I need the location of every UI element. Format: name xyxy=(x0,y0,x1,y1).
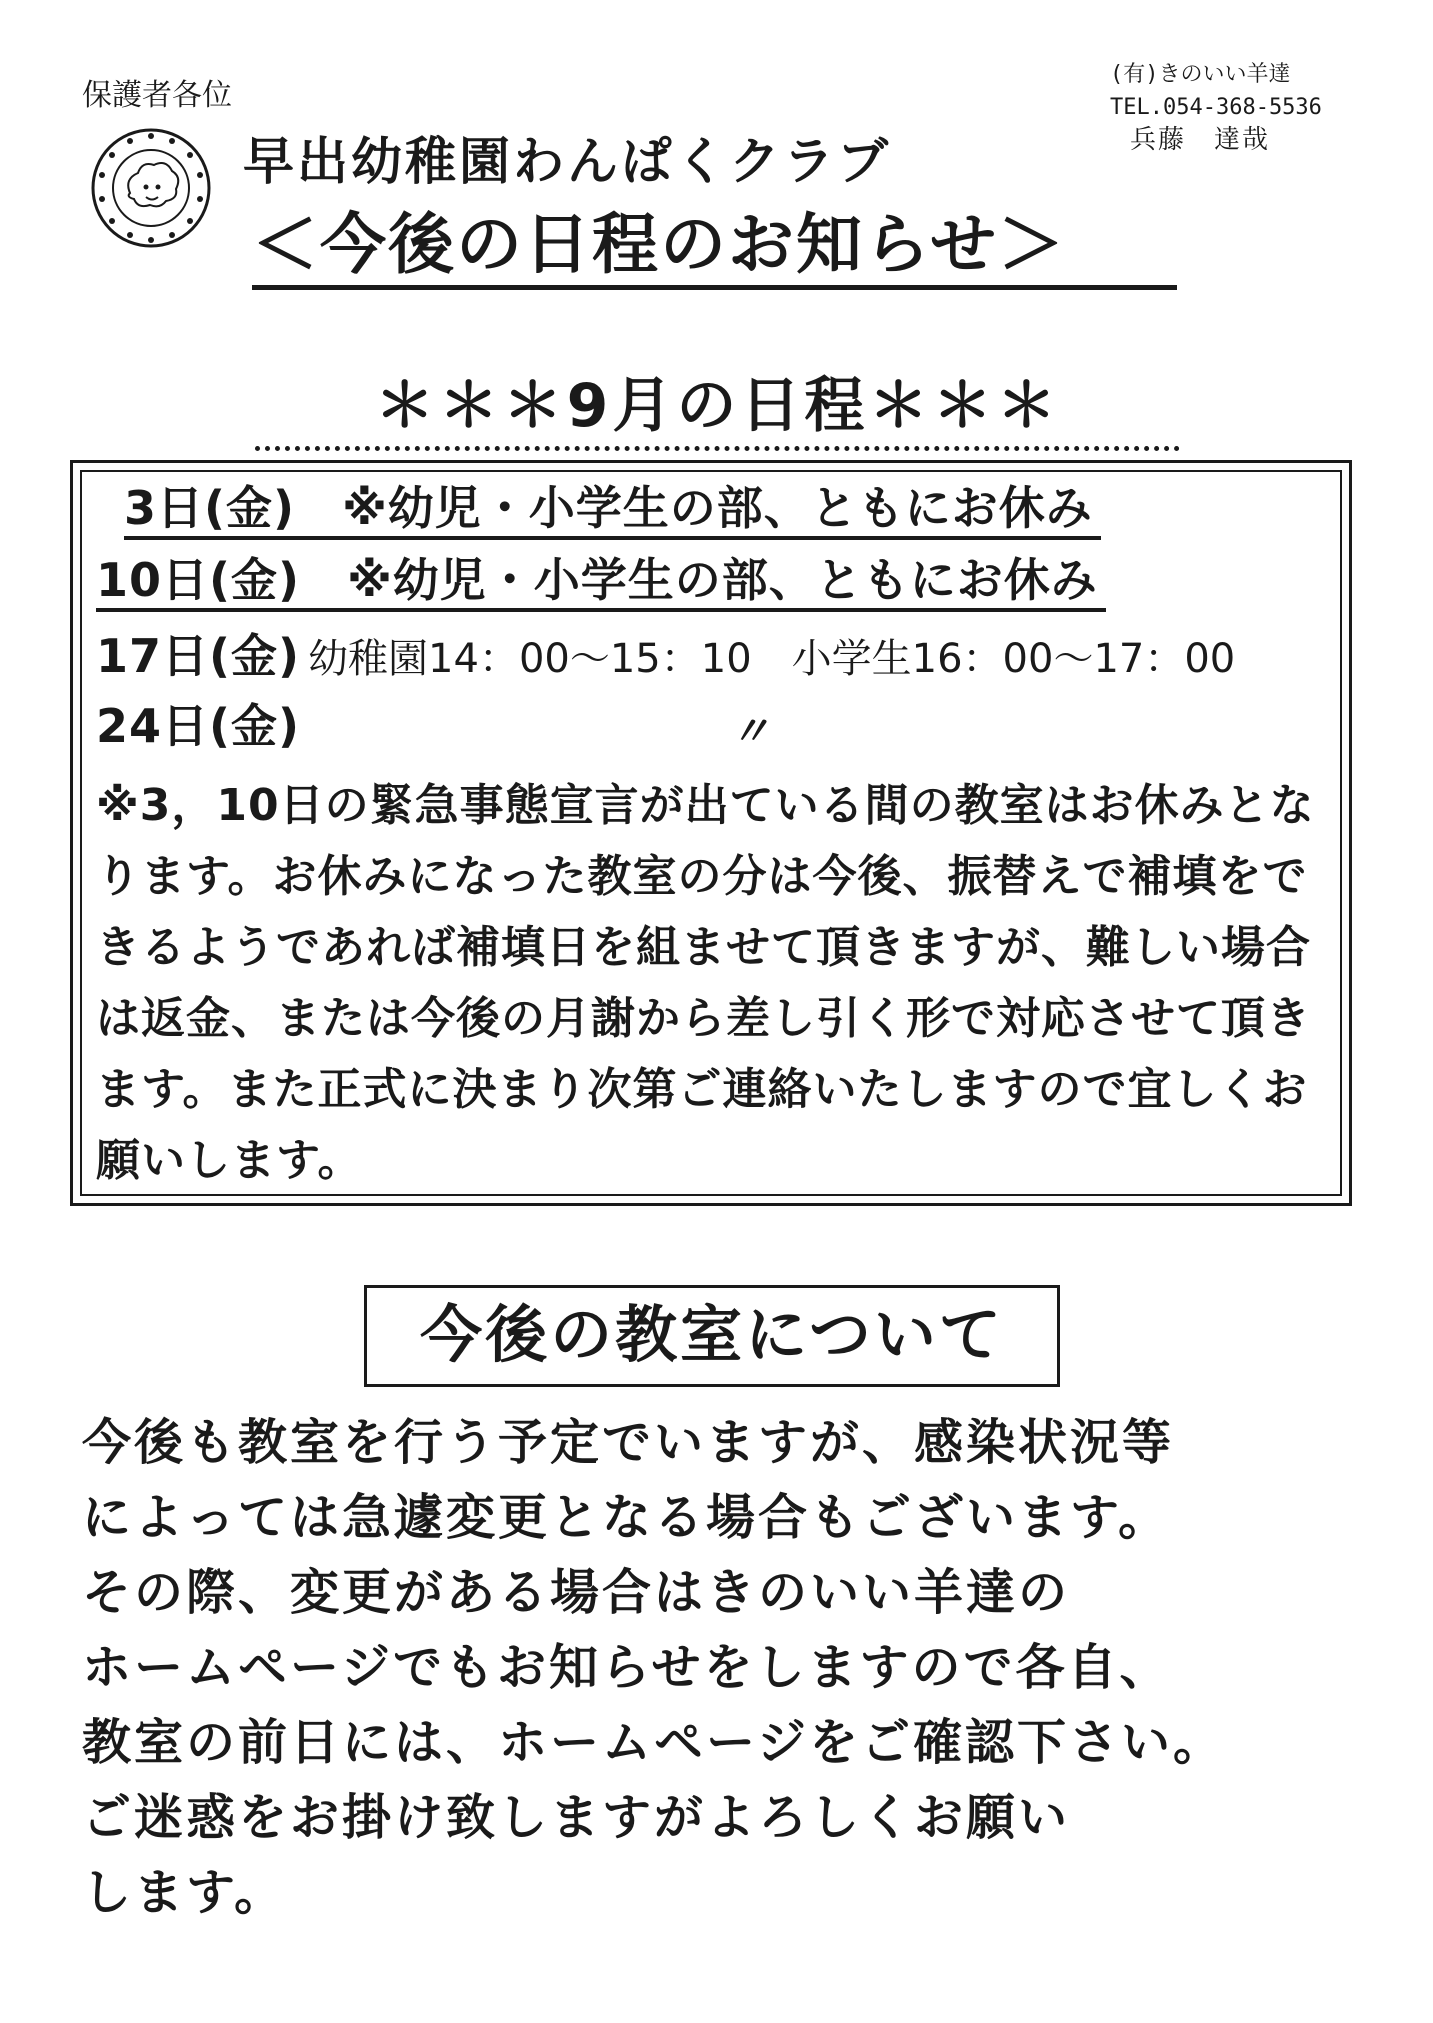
notice-title: ＜今後の日程のお知らせ＞ xyxy=(252,205,1177,290)
company-name: (有)きのいい羊達 xyxy=(1110,62,1291,87)
body-line: 教室の前日には、ホームページをご確認下さい。 xyxy=(82,1714,1226,1771)
schedule-row xyxy=(96,628,1235,687)
sheep-logo-seal-icon xyxy=(90,127,212,249)
body-line: その際、変更がある場合はきのいい羊達の xyxy=(82,1564,1071,1621)
body-line: ホームページでもお知らせをしますので各自、 xyxy=(82,1639,1172,1696)
future-classes-text xyxy=(82,1405,1382,1930)
schedule-note: ※3，10日の緊急事態宣言が出ている間の教室はお休みとなります。お休みになった教室の分は今後、振替えで補填をできるようであれば補填日を組ませて頂きますが、難しい場合は返金、または今後の月謝から差し引く形で対応させて頂きます。また正式に決まり次第ご連絡いたしますので宜しくお願いします。 xyxy=(96,780,1315,1186)
schedule-row xyxy=(96,552,1106,612)
schedule-detail: ※幼児・小学生の部、ともにお休み xyxy=(342,481,1093,535)
body-line: します。 xyxy=(82,1864,287,1921)
company-tel: TEL.054-368-5536 xyxy=(1110,95,1322,120)
body-line: ご迷惑をお掛け致しますがよろしくお願い xyxy=(82,1789,1071,1846)
ditto-mark: 〃 xyxy=(730,709,770,755)
schedule-detail: 幼稚園14：00～15：10 小学生16：00～17：00 xyxy=(308,636,1236,682)
schedule-detail: ※幼児・小学生の部、ともにお休み xyxy=(347,553,1098,607)
schedule-row xyxy=(96,698,300,754)
body-line: 今後も教室を行う予定でいますが、感染状況等 xyxy=(82,1414,1175,1471)
schedule-date: 3日(金) xyxy=(124,481,296,535)
schedule-date: 17日(金) xyxy=(96,629,301,683)
schedule-date: 10日(金) xyxy=(96,553,301,607)
schedule-row xyxy=(124,480,1101,540)
company-representative: 兵藤 達哉 xyxy=(1130,125,1271,155)
month-heading: ＊＊＊9月の日程＊＊＊ xyxy=(374,371,1061,441)
section-title: 今後の教室について xyxy=(364,1285,1060,1387)
schedule-date: 24日(金) xyxy=(96,699,301,753)
heading-dotted-underline xyxy=(255,446,1180,451)
club-name: 早出幼稚園わんぱくクラブ xyxy=(243,133,892,192)
company-info xyxy=(1110,58,1322,157)
body-line: によっては急遽変更となる場合もございます。 xyxy=(82,1489,1171,1546)
addressee: 保護者各位 xyxy=(82,78,232,113)
